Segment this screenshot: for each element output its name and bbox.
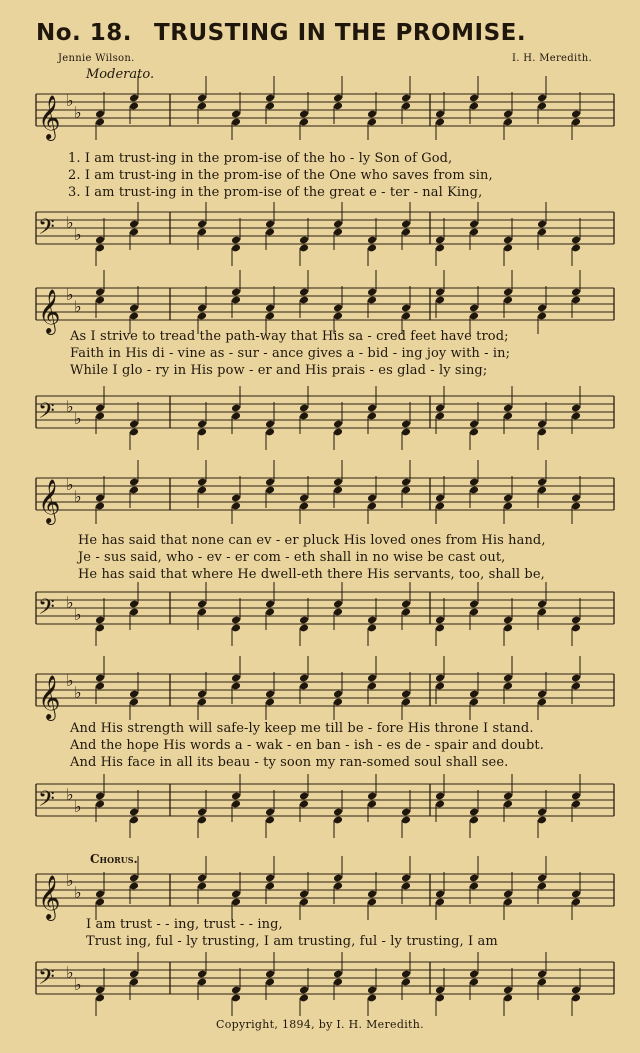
staff-lines bbox=[36, 784, 614, 816]
bass-staff-2 bbox=[30, 390, 620, 446]
lyric-line: Faith in His di - vine as - sur - ance gives a - bid - ing joy with - in; bbox=[70, 346, 511, 361]
lyrics-chorus bbox=[86, 916, 640, 950]
lyric-line: 3. I am trust-ing in the prom-ise of the great e - ter - nal King, bbox=[68, 185, 483, 200]
lyrics-system-2 bbox=[70, 328, 640, 379]
flat-icon: ♭ bbox=[66, 475, 74, 494]
flat-icon: ♭ bbox=[66, 871, 74, 890]
lyrics-system-4 bbox=[70, 720, 640, 771]
staff-lines bbox=[36, 478, 614, 510]
treble-clef-icon: 𝄞 bbox=[38, 479, 61, 523]
bass-staff-chorus bbox=[30, 956, 620, 1012]
flat-icon: ♭ bbox=[66, 963, 74, 982]
flat-icon: ♭ bbox=[74, 409, 82, 428]
staff-lines bbox=[36, 674, 614, 706]
bass-clef-icon: 𝄢 bbox=[38, 595, 55, 625]
lyric-line: Je - sus said, who - ev - er com - eth shall in no wise be cast out, bbox=[78, 550, 506, 565]
bass-clef-icon: 𝄢 bbox=[38, 215, 55, 245]
staff-lines bbox=[36, 94, 614, 126]
flat-icon: ♭ bbox=[66, 785, 74, 804]
lyric-line: And the hope His words a - wak - en ban - ish - es de - spair and doubt. bbox=[70, 738, 544, 753]
hymn-title-text: TRUSTING IN THE PROMISE. bbox=[154, 20, 527, 46]
lyrics-system-3 bbox=[78, 532, 640, 583]
lyric-line: As I strive to tread the path-way that His sa - cred feet have trod; bbox=[70, 329, 509, 344]
treble-clef-icon: 𝄞 bbox=[38, 289, 61, 333]
staff-lines bbox=[36, 288, 614, 320]
note-group bbox=[95, 656, 581, 720]
copyright-footer: Copyright, 1894, by I. H. Meredith. bbox=[216, 1018, 424, 1031]
treble-staff-3 bbox=[30, 472, 620, 528]
flat-icon: ♭ bbox=[66, 91, 74, 110]
flat-icon: ♭ bbox=[66, 213, 74, 232]
flat-icon: ♭ bbox=[66, 593, 74, 612]
staff-lines bbox=[36, 962, 614, 994]
staff-lines bbox=[36, 212, 614, 244]
bass-clef-icon: 𝄢 bbox=[38, 965, 55, 995]
flat-icon: ♭ bbox=[66, 671, 74, 690]
flat-icon: ♭ bbox=[74, 225, 82, 244]
treble-clef-icon: 𝄞 bbox=[38, 875, 61, 919]
note-group bbox=[95, 460, 581, 524]
tempo-marking: Moderato. bbox=[86, 67, 155, 82]
treble-staff-4 bbox=[30, 668, 620, 724]
staff-lines bbox=[36, 396, 614, 428]
bass-staff-1 bbox=[30, 206, 620, 262]
flat-icon: ♭ bbox=[74, 605, 82, 624]
flat-icon: ♭ bbox=[66, 397, 74, 416]
lyric-line: He has said that where He dwell-eth there His servants, too, shall be, bbox=[78, 567, 545, 582]
lyric-line: While I glo - ry in His pow - er and His prais - es glad - ly sing; bbox=[70, 363, 488, 378]
flat-icon: ♭ bbox=[74, 883, 82, 902]
note-group bbox=[95, 270, 581, 334]
lyric-line: And His strength will safe-ly keep me till be - fore His throne I stand. bbox=[70, 721, 534, 736]
bass-clef-icon: 𝄢 bbox=[38, 787, 55, 817]
note-group bbox=[95, 76, 581, 140]
note-group bbox=[95, 856, 581, 920]
staff-lines bbox=[36, 592, 614, 624]
flat-icon: ♭ bbox=[74, 975, 82, 994]
flat-icon: ♭ bbox=[74, 683, 82, 702]
bass-staff-4 bbox=[30, 778, 620, 834]
lyric-line: Trust ing, ful - ly trusting, I am trusting, ful - ly trusting, I am bbox=[86, 934, 498, 949]
treble-staff-1 bbox=[30, 88, 620, 144]
staff-lines bbox=[36, 874, 614, 906]
treble-clef-icon: 𝄞 bbox=[38, 95, 61, 139]
lyric-line: 2. I am trust-ing in the prom-ise of the One who saves from sin, bbox=[68, 168, 493, 183]
treble-clef-icon: 𝄞 bbox=[38, 675, 61, 719]
lyric-line: And His face in all its beau - ty soon my ran-somed soul shall see. bbox=[70, 755, 509, 770]
lyrics-system-1 bbox=[68, 150, 640, 201]
lyric-line: He has said that none can ev - er pluck His loved ones from His hand, bbox=[78, 533, 546, 548]
flat-icon: ♭ bbox=[74, 487, 82, 506]
bass-staff-3 bbox=[30, 586, 620, 642]
composer-credit: I. H. Meredith. bbox=[512, 53, 592, 64]
hymn-title bbox=[36, 20, 616, 46]
flat-icon: ♭ bbox=[74, 797, 82, 816]
flat-icon: ♭ bbox=[74, 297, 82, 316]
lyric-line: 1. I am trust-ing in the prom-ise of the ho - ly Son of God, bbox=[68, 151, 453, 166]
flat-icon: ♭ bbox=[74, 103, 82, 122]
hymn-number: No. 18. bbox=[36, 20, 133, 46]
lyricist-credit: Jennie Wilson. bbox=[58, 53, 135, 64]
flat-icon: ♭ bbox=[66, 285, 74, 304]
chorus-label: Chorus. bbox=[90, 852, 138, 866]
lyric-line: I am trust - - ing, trust - - ing, bbox=[86, 917, 283, 932]
bass-clef-icon: 𝄢 bbox=[38, 399, 55, 429]
